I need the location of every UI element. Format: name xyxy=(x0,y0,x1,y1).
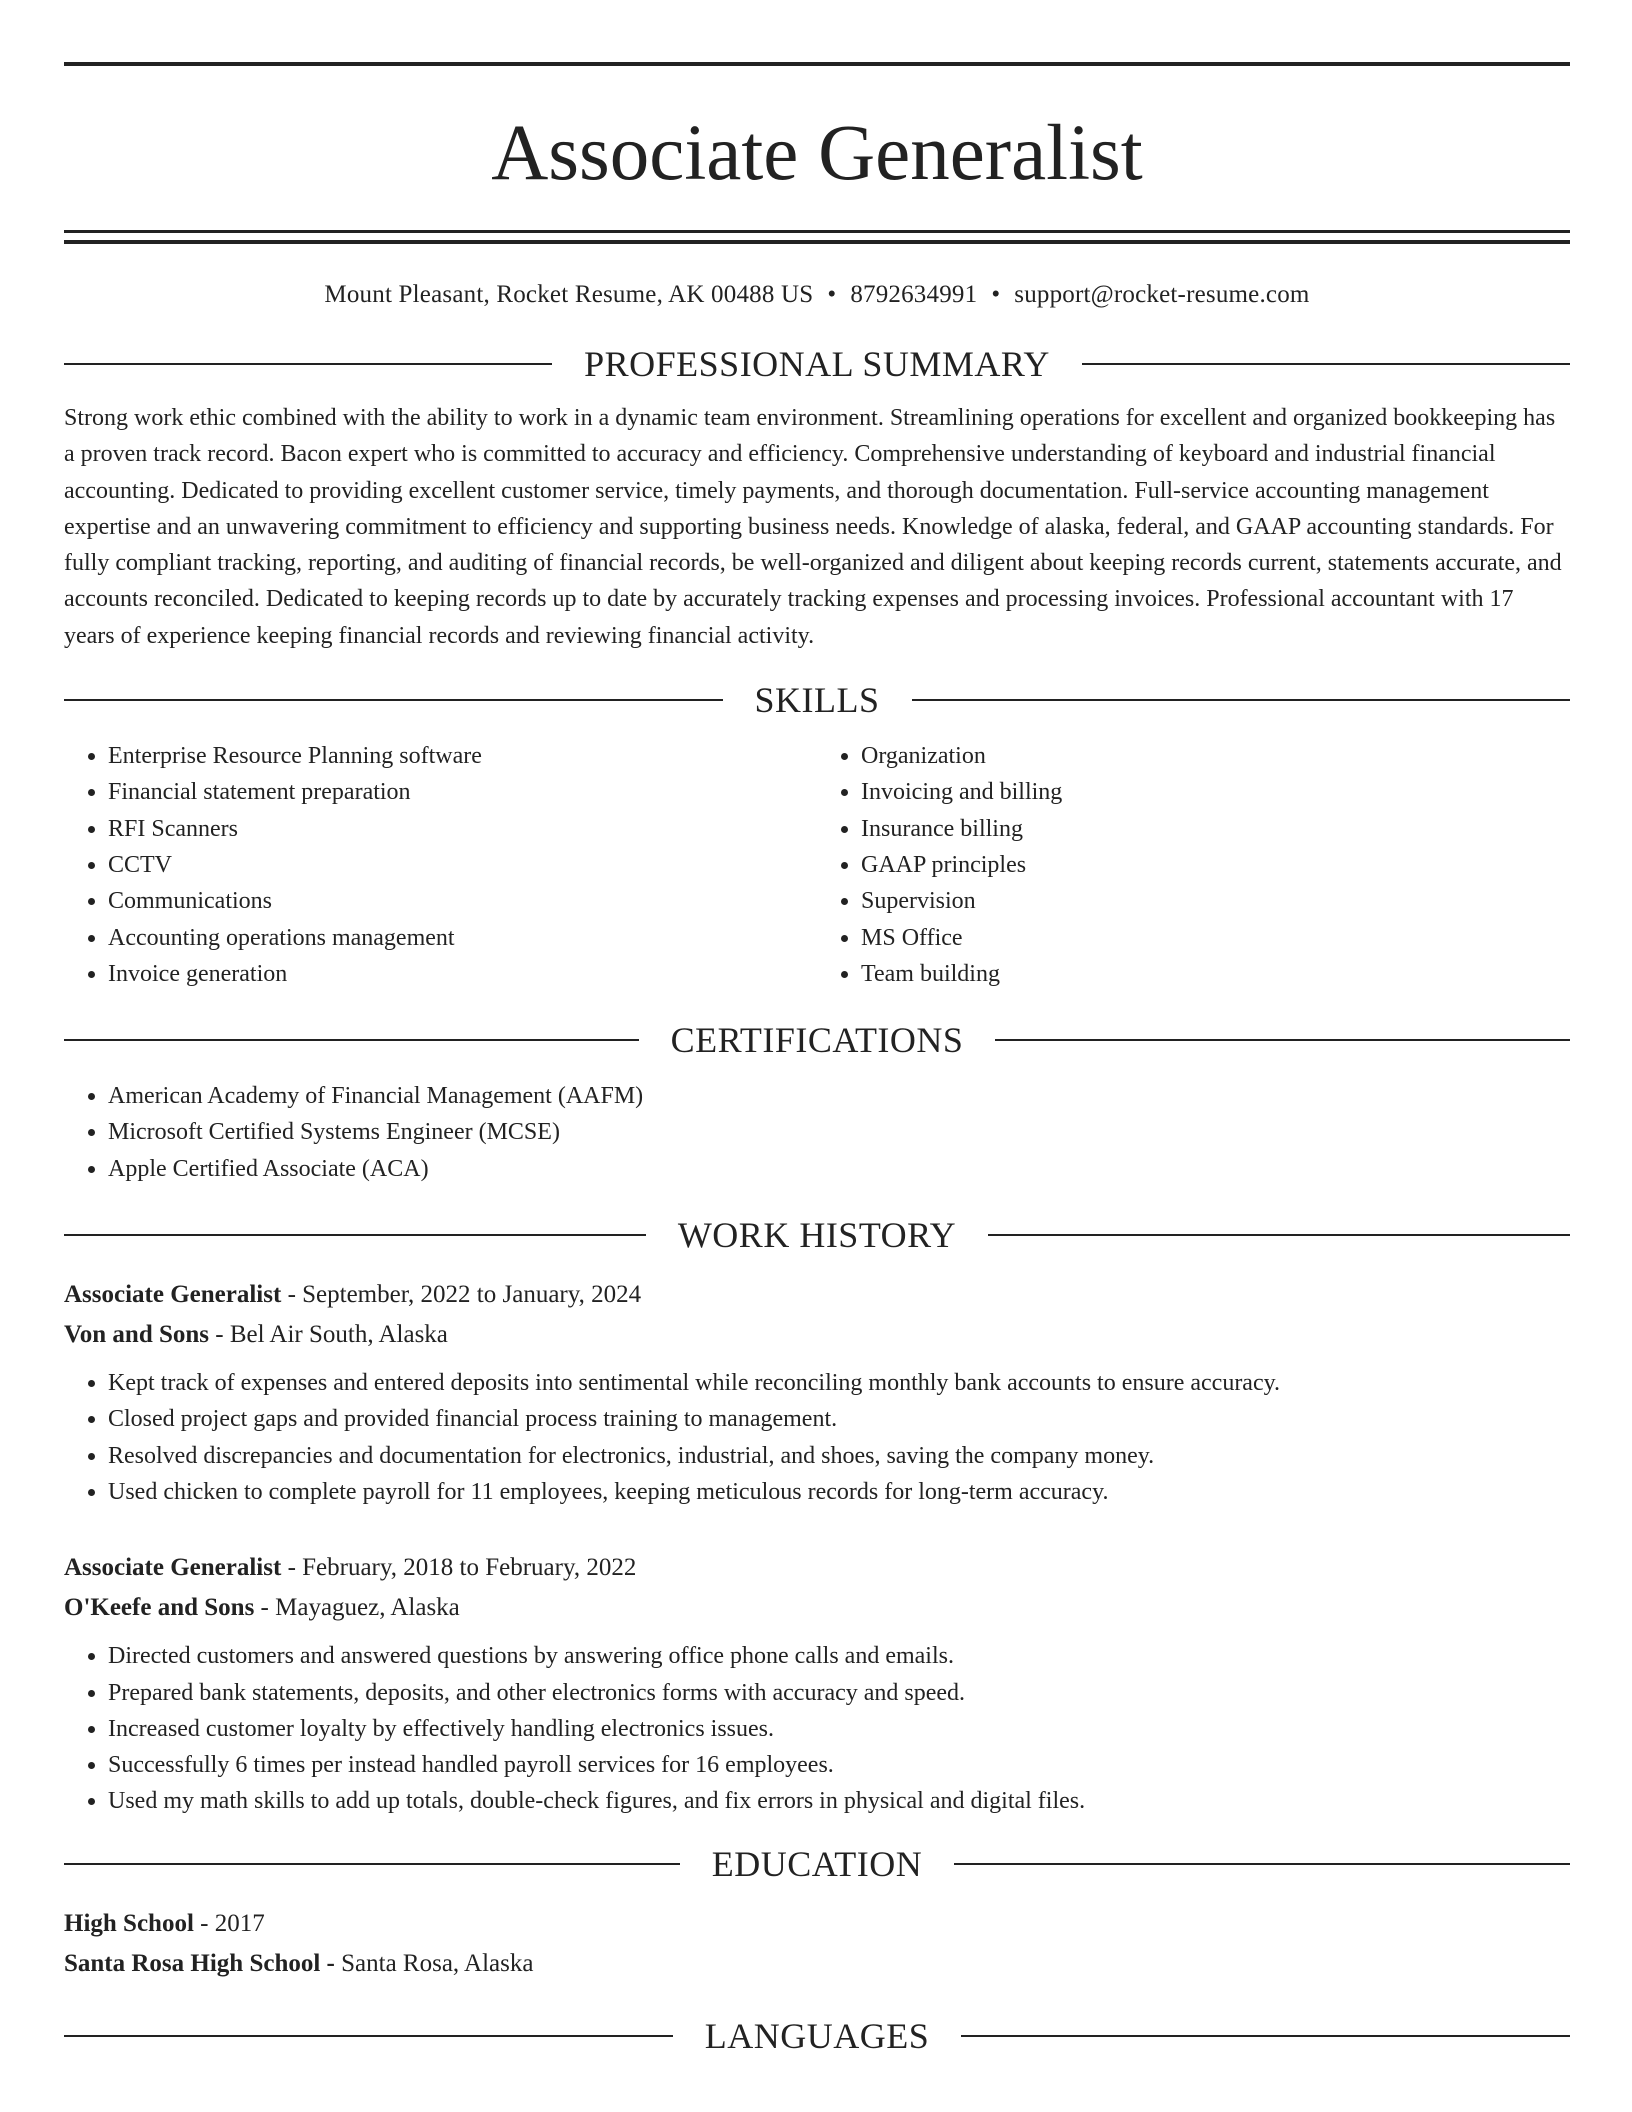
section-header-certifications xyxy=(64,1018,1570,1062)
resume-name: Associate Generalist xyxy=(491,110,1143,197)
certification-item: • American Academy of Financial Management (AAFM) xyxy=(108,1078,1570,1114)
skill-item: • Enterprise Resource Planning software xyxy=(108,738,817,774)
certification-item: • Microsoft Certified Systems Engineer (MCSE) xyxy=(108,1114,1570,1150)
section-rule xyxy=(64,363,552,365)
contact-line xyxy=(64,278,1570,312)
section-rule xyxy=(64,1863,680,1865)
job-location: - Mayaguez, Alaska xyxy=(254,1594,460,1622)
skill-item: • Communications xyxy=(108,883,817,919)
education-entry xyxy=(64,1904,1570,1984)
skill-item: • Invoice generation xyxy=(108,956,817,992)
job-dates: - September, 2022 to January, 2024 xyxy=(281,1281,642,1309)
job-company-line xyxy=(64,1315,1570,1355)
job-bullet: • Increased customer loyalty by effectively handling electronics issues. xyxy=(108,1711,1570,1747)
education-school: Santa Rosa High School - xyxy=(64,1949,342,1977)
skill-item: • Financial statement preparation xyxy=(108,774,817,810)
job-title-line xyxy=(64,1548,1570,1588)
section-rule xyxy=(988,1234,1570,1236)
skills-columns xyxy=(64,738,1570,992)
job-bullet: • Used my math skills to add up totals, double-check figures, and fix errors in physical and digital files. xyxy=(108,1783,1570,1819)
job-bullet: • Successfully 6 times per instead handled payroll services for 16 employees. xyxy=(108,1747,1570,1783)
section-rule xyxy=(64,1234,646,1236)
section-header-skills xyxy=(64,678,1570,722)
skill-item: • Accounting operations management xyxy=(108,920,817,956)
section-title: PROFESSIONAL SUMMARY xyxy=(584,344,1050,384)
skill-item: • Insurance billing xyxy=(861,811,1570,847)
skill-item: • RFI Scanners xyxy=(108,811,817,847)
header-double-rule xyxy=(64,230,1570,244)
job-company: O'Keefe and Sons xyxy=(64,1594,255,1622)
certifications-list xyxy=(64,1078,1570,1187)
section-rule xyxy=(954,1863,1570,1865)
section-title: EDUCATION xyxy=(711,1843,923,1884)
job-dates: - February, 2018 to February, 2022 xyxy=(281,1554,637,1582)
section-header-languages xyxy=(64,2014,1570,2058)
certification-item: • Apple Certified Associate (ACA) xyxy=(108,1151,1570,1187)
section-rule xyxy=(64,699,723,701)
job-bullets xyxy=(64,1638,1570,1819)
job-entry xyxy=(64,1548,1570,1819)
job-title-line xyxy=(64,1275,1570,1315)
contact-phone: 8792634991 xyxy=(850,281,978,308)
education-location: Santa Rosa, Alaska xyxy=(341,1949,534,1977)
section-title: WORK HISTORY xyxy=(677,1215,957,1256)
section-header-summary xyxy=(64,342,1570,386)
job-bullet: • Kept track of expenses and entered deposits into sentimental while reconciling monthly bank accounts to ensure accuracy. xyxy=(108,1365,1570,1401)
education-degree: High School xyxy=(64,1909,194,1937)
contact-separator: • xyxy=(827,281,837,308)
contact-address: Mount Pleasant, Rocket Resume, AK 00488 US xyxy=(324,281,814,308)
job-bullet: • Prepared bank statements, deposits, and other electronics forms with accuracy and speed. xyxy=(108,1675,1570,1711)
resume-page xyxy=(64,0,1570,2058)
section-title: CERTIFICATIONS xyxy=(670,1020,964,1061)
section-rule xyxy=(64,1039,639,1041)
contact-email: support@rocket-resume.com xyxy=(1014,281,1310,308)
section-rule xyxy=(995,1039,1570,1041)
job-bullet: • Closed project gaps and provided financial process training to management. xyxy=(108,1401,1570,1437)
contact-separator: • xyxy=(991,281,1001,308)
skills-list-left xyxy=(64,738,817,992)
skill-item: • Supervision xyxy=(861,883,1570,919)
job-bullet: • Resolved discrepancies and documentation for electronics, industrial, and shoes, saving the company money. xyxy=(108,1438,1570,1474)
job-company: Von and Sons xyxy=(64,1321,210,1349)
section-rule xyxy=(961,2035,1570,2037)
job-bullets xyxy=(64,1365,1570,1510)
education-degree-line xyxy=(64,1904,1570,1944)
section-rule xyxy=(1082,363,1570,365)
section-rule xyxy=(64,2035,673,2037)
education-year: - 2017 xyxy=(193,1909,265,1937)
education-school-line xyxy=(64,1944,1570,1984)
skill-item: • Organization xyxy=(861,738,1570,774)
skill-item: • Invoicing and billing xyxy=(861,774,1570,810)
skill-item: • GAAP principles xyxy=(861,847,1570,883)
job-title: Associate Generalist xyxy=(64,1554,282,1582)
section-title: LANGUAGES xyxy=(704,2015,930,2056)
skills-list-right xyxy=(817,738,1570,992)
section-rule xyxy=(912,699,1571,701)
job-company-line xyxy=(64,1588,1570,1628)
job-bullet: • Used chicken to complete payroll for 11 employees, keeping meticulous records for long-term accuracy. xyxy=(108,1474,1570,1510)
header-top-rule xyxy=(64,62,1570,66)
section-title: SKILLS xyxy=(754,680,880,721)
skill-item: • Team building xyxy=(861,956,1570,992)
skill-item: • MS Office xyxy=(861,920,1570,956)
job-bullet: • Directed customers and answered questions by answering office phone calls and emails. xyxy=(108,1638,1570,1674)
section-header-education xyxy=(64,1842,1570,1886)
job-entry xyxy=(64,1275,1570,1510)
skill-item: • CCTV xyxy=(108,847,817,883)
summary-text: Strong work ethic combined with the ability to work in a dynamic team environment. Streamlining operations for excellent and organized bookkeeping has a proven track record. Bacon expert who is committed to accuracy and efficiency. Comprehensive understanding of keyboard and industrial financial accounting. Dedicated to providing excellent customer service, timely payments, and thorough documentation. Full-service accounting management expertise and an unwavering commitment to efficiency and supporting business needs. Knowledge of alaska, federal, and GAAP accounting standards. For fully compliant tracking, reporting, and auditing of financial records, be well-organized and diligent about keeping records current, statements accurate, and accounts reconciled. Dedicated to keeping records up to date by accurately tracking expenses and processing invoices. Professional accountant with 17 years of experience keeping financial records and reviewing financial activity. xyxy=(64,405,1562,649)
job-title: Associate Generalist xyxy=(64,1281,282,1309)
section-header-work-history xyxy=(64,1213,1570,1257)
job-location: - Bel Air South, Alaska xyxy=(209,1321,448,1349)
